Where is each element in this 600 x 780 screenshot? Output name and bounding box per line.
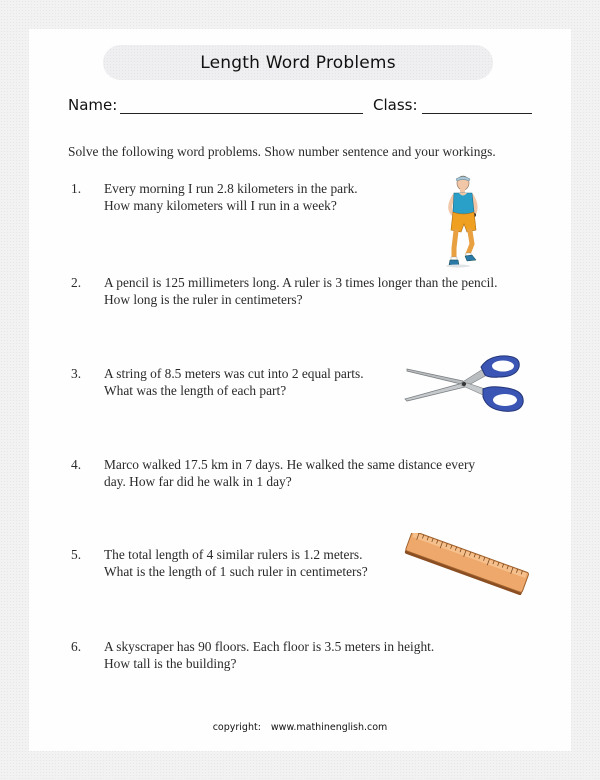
question-number: 5. [71, 547, 82, 562]
question-text [104, 456, 534, 490]
question-line: A string of 8.5 meters was cut into 2 equal parts. [104, 366, 364, 381]
question-line: How long is the ruler in centimeters? [104, 292, 303, 307]
question-number: 1. [71, 181, 82, 196]
scissors-icon [403, 353, 527, 415]
question-number: 6. [71, 639, 82, 654]
class-label: Class: [373, 96, 418, 114]
question-text [104, 274, 534, 308]
question-line: Every morning I run 2.8 kilometers in the park. [104, 181, 358, 196]
question-line: How many kilometers will I run in a week? [104, 198, 337, 213]
question-line: How tall is the building? [104, 656, 237, 671]
question-line: A skyscraper has 90 floors. Each floor is 3.5 meters in height. [104, 639, 435, 654]
page-title: Length Word Problems [200, 52, 396, 73]
name-class-row [68, 96, 538, 120]
instructions: Solve the following word problems. Show number sentence and your workings. [68, 144, 496, 159]
worksheet-page [29, 29, 571, 751]
question-text [104, 638, 534, 672]
question-line: A pencil is 125 millimeters long. A ruler is 3 times longer than the pencil. [104, 275, 498, 290]
ruler-icon [401, 533, 531, 597]
title-banner [103, 45, 493, 80]
question-line: The total length of 4 similar rulers is 1.2 meters. [104, 547, 363, 562]
class-blank-line [422, 113, 532, 114]
name-label: Name: [68, 96, 118, 114]
question-number: 2. [71, 275, 82, 290]
question-line: Marco walked 17.5 km in 7 days. He walked the same distance every [104, 457, 476, 472]
question-line: What was the length of each part? [104, 383, 287, 398]
copyright-label: copyright: [212, 722, 261, 733]
question-line: day. How far did he walk in 1 day? [104, 474, 292, 489]
question-line: What is the length of 1 such ruler in centimeters? [104, 564, 368, 579]
name-blank-line [120, 113, 363, 114]
website-link[interactable]: www.mathinenglish.com [270, 722, 388, 733]
copyright-footer [29, 722, 571, 733]
runner-icon [431, 174, 491, 269]
question-number: 4. [71, 457, 82, 472]
question-number: 3. [71, 366, 82, 381]
